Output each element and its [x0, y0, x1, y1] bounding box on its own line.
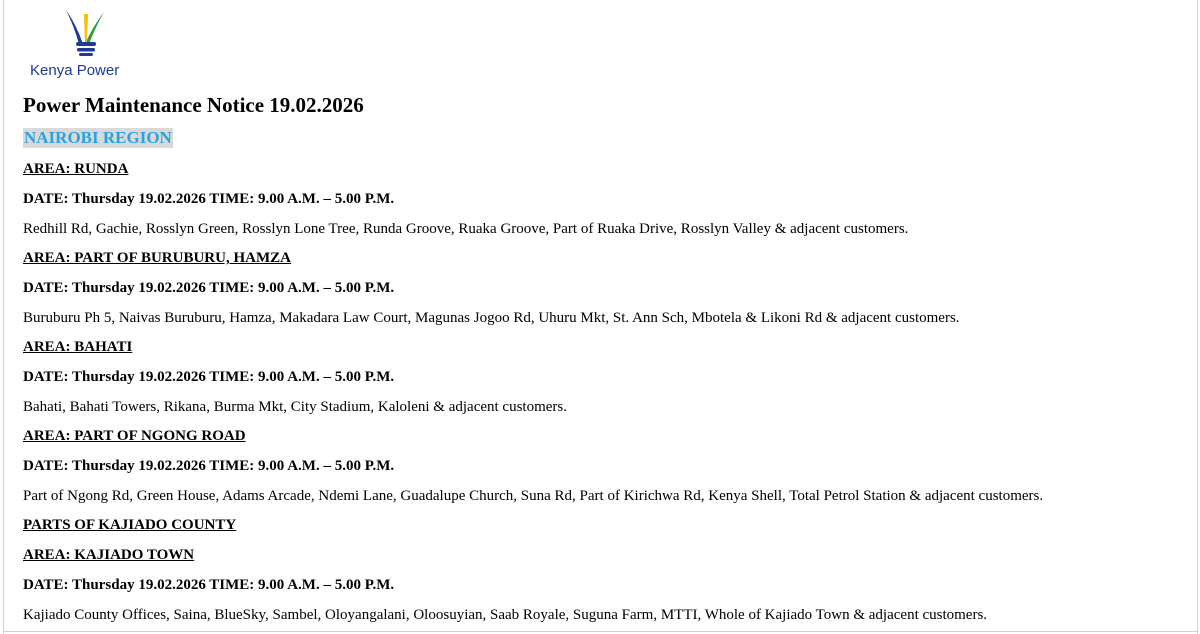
schedule-line: DATE: Thursday 19.02.2026 TIME: 9.00 A.M. – 5.00 P.M. [23, 369, 395, 385]
area-heading: AREA: KAJIADO TOWN [23, 547, 195, 563]
affected-locations: Bahati, Bahati Towers, Rikana, Burma Mkt, City Stadium, Kaloleni & adjacent customers. [23, 399, 567, 415]
kenya-power-logo [28, 2, 148, 80]
schedule-line: DATE: Thursday 19.02.2026 TIME: 9.00 A.M. – 5.00 P.M. [23, 191, 395, 207]
schedule-line: DATE: Thursday 19.02.2026 TIME: 9.00 A.M. – 5.00 P.M. [23, 577, 395, 593]
area-heading: AREA: PART OF NGONG ROAD [23, 428, 246, 444]
affected-locations: Redhill Rd, Gachie, Rosslyn Green, Rosslyn Lone Tree, Runda Groove, Ruaka Groove, Part of Ruaka Drive, Rosslyn Valley & adjacent customers. [23, 221, 909, 237]
affected-locations: Part of Ngong Rd, Green House, Adams Arcade, Ndemi Lane, Guadalupe Church, Suna Rd, Part of Kirichwa Rd, Kenya Shell, Total Petrol Station & adjacent customers. [23, 488, 1044, 504]
affected-locations: Buruburu Ph 5, Naivas Buruburu, Hamza, Makadara Law Court, Magunas Jogoo Rd, Uhuru Mkt, St. Ann Sch, Mbotela & Likoni Rd & adjacent customers. [23, 310, 960, 326]
schedule-line: DATE: Thursday 19.02.2026 TIME: 9.00 A.M. – 5.00 P.M. [23, 280, 395, 296]
logo-text: Kenya Power [30, 62, 120, 79]
page-border-right [1197, 0, 1198, 634]
notice-title: Power Maintenance Notice 19.02.2026 [23, 93, 364, 117]
area-heading: AREA: RUNDA [23, 161, 129, 177]
schedule-line: DATE: Thursday 19.02.2026 TIME: 9.00 A.M. – 5.00 P.M. [23, 458, 395, 474]
page-border-left [3, 0, 4, 634]
region-label: NAIROBI REGION [24, 128, 172, 147]
county-heading: PARTS OF KAJIADO COUNTY [23, 517, 237, 533]
affected-locations: Kajiado County Offices, Saina, BlueSky, Sambel, Oloyangalani, Oloosuyian, Saab Royale, Suguna Farm, MTTI, Whole of Kajiado Town & adjacent customers. [23, 607, 988, 623]
area-heading: AREA: BAHATI [23, 339, 133, 355]
area-heading: AREA: PART OF BURUBURU, HAMZA [23, 250, 291, 266]
kenya-power-emblem-icon [62, 2, 110, 62]
page-border-bottom [3, 631, 1198, 632]
